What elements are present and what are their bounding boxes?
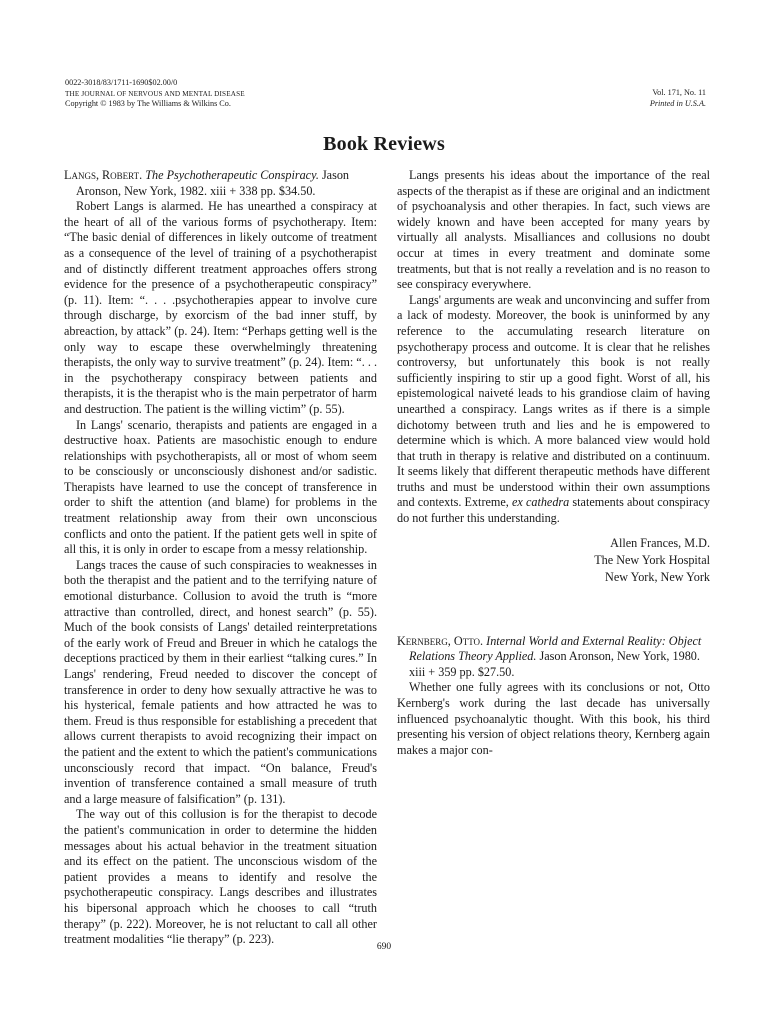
review-paragraph: In Langs' scenario, therapists and patients are engaged in a destructive hoax. Patients are masochistic enough to endure relationships with psychotherapists, all or most of whom seem to be consciously or unconsciously dishonest and/or sadistic. Therapists have learned to use the concept of transference in order to shift the attention (and blame) for problems in the treatment relationship away from their own unconscious conflicts and onto the patient. If the patient gets well in spite of all this, it is only in order to escape from a messy relationship. — [64, 417, 377, 557]
review-citation — [64, 168, 377, 199]
review-paragraph: Langs traces the cause of such conspiracies to weaknesses in both the therapist and the patient and to the terrifying nature of emotional disturbance. Collusion to avoid the truth is “more attractive than controlled, direct, and honest search” (p. 55). Much of the book consists of Langs' detailed reinterpretations of the early work of Freud and Breuer in which he catalogs the deceptions practiced by them in their earliest “talking cures.” In Langs' rendering, Freud needed to discover the concept of transference in order to deny how sexually attractive he was to his hysterical, female patients and how attracted he was to them. Freud is thus responsible for establishing a precedent that allows current therapists to avoid recognizing their impact on the patient and the extent to which the patient's communications unconsciously record that impact. “On balance, Freud's invention of transference contained a small measure of truth and a large measure of falsification” (p. 131). — [64, 557, 377, 806]
review-citation — [397, 634, 710, 681]
book-author: Kernberg, Otto. — [397, 633, 484, 648]
issn-code: 0022-3018/83/1711-1690$02.00/0 — [65, 78, 178, 87]
reviewer-name: Allen Frances, M.D. — [610, 535, 710, 550]
journal-name: THE JOURNAL OF NERVOUS AND MENTAL DISEASE — [65, 89, 245, 98]
review-paragraph — [397, 293, 710, 527]
reviewer-signature — [397, 535, 710, 586]
reviewer-affiliation: The New York Hospital — [594, 552, 710, 567]
book-author: Langs, Robert. — [64, 168, 143, 182]
paragraph-text: statements about conspiracy do not further this understanding. — [397, 495, 710, 526]
paragraph-text: Langs' arguments are weak and unconvincing and suffer from a lack of modesty. Moreover, the book is uninformed by any reference to the accumulating research literature on psychotherapy process and outcome. It is clear that he relishes controversy, but unfortunately this book is not really sufficiently inspiring to stir up a good fight. Worst of all, his epistemological naiveté leads to his grandiose claim of having unearthed a conspiracy. Langs writes as if there is a simple dichotomy between truth and lies and he is empowered to determine which is which. A more balanced view would hold that truth in therapy is relative and distributed on a continuum. It seems likely that different therapeutic methods have different truths and must be understood within their own assumptions and contexts. Extreme, — [397, 292, 710, 510]
copyright-line: Copyright © 1983 by The Williams & Wilkins Co. — [65, 99, 231, 108]
printed-in: Printed in U.S.A. — [649, 98, 706, 108]
volume-info — [650, 88, 706, 109]
page-title: Book Reviews — [323, 133, 445, 155]
review-paragraph: Whether one fully agrees with its conclusions or not, Otto Kernberg's work during the last decade has universally influenced psychoanalytic thought. With this book, his third presenting his version of object relations theory, Kernberg again makes a major con- — [397, 680, 710, 757]
review-paragraph: Langs presents his ideas about the importance of the real aspects of the therapist as if these are original and an indictment of psychoanalysis and other therapies. In fact, such views are widely known and have been accepted for many years by virtually all analysts. Misalliances and collusions no doubt occur at times in every treatment and dominate some treatments, but that is not really a revelation and is no reason to see conspiracy everywhere. — [397, 168, 710, 292]
book-publication: Jason Aronson, New York, 1982. xiii + 338 pp. $34.50. — [76, 168, 350, 198]
book-title: Internal World and External Reality: Object Relations Theory Applied. — [409, 633, 702, 664]
book-title: The Psychotherapeutic Conspiracy. — [145, 168, 319, 182]
volume-number: Vol. 171, No. 11 — [652, 88, 706, 97]
second-review — [397, 634, 710, 759]
review-paragraph: Robert Langs is alarmed. He has unearthed a conspiracy at the heart of all of the various forms of psychotherapy. Item: “The basic denial of differences in likely outcome of treatment as a consequence of the level of training of a psychotherapist and of distinctly different treatment approaches offers strong evidence for the presence of a psychotherapeutic conspiracy” (p. 11). Item: “. . . .psychotherapies appear to involve cure through discharge, by exorcism of the bad inner stuff, by abreaction, by attack” (p. 24). Item: “Perhaps getting well is the only way to escape these overwhelmingly threatening therapists, the only way to survive treatment” (p. 24). Item: “. . . in the psychotherapy conspiracy between patients and therapists, it is the therapist who is the main perpetrator of harm and destruction. The patient is the willing victim” (p. 55). — [64, 199, 377, 416]
journal-header — [65, 78, 245, 110]
review-paragraph: The way out of this collusion is for the therapist to decode the patient's communication in order to determine the hidden messages about his actual behavior in the treatment situation and its effect on the patient. The unconscious wisdom of the patient provides a means to identify and resolve the psychotherapeutic conspiracy. Langs describes and illustrates his bipersonal approach which he chooses to call “truth therapy” (p. 222). Moreover, he is not reluctant to call all other treatment modalities “lie therapy” (p. 223). — [64, 807, 377, 947]
italic-phrase: ex cathedra — [512, 495, 570, 510]
reviewer-location: New York, New York — [605, 569, 710, 584]
right-column — [397, 168, 710, 758]
page-number: 690 — [376, 942, 392, 952]
book-publication: Jason Aronson, New York, 1980. xiii + 359 pp. $27.50. — [409, 649, 700, 679]
left-column — [64, 168, 377, 948]
